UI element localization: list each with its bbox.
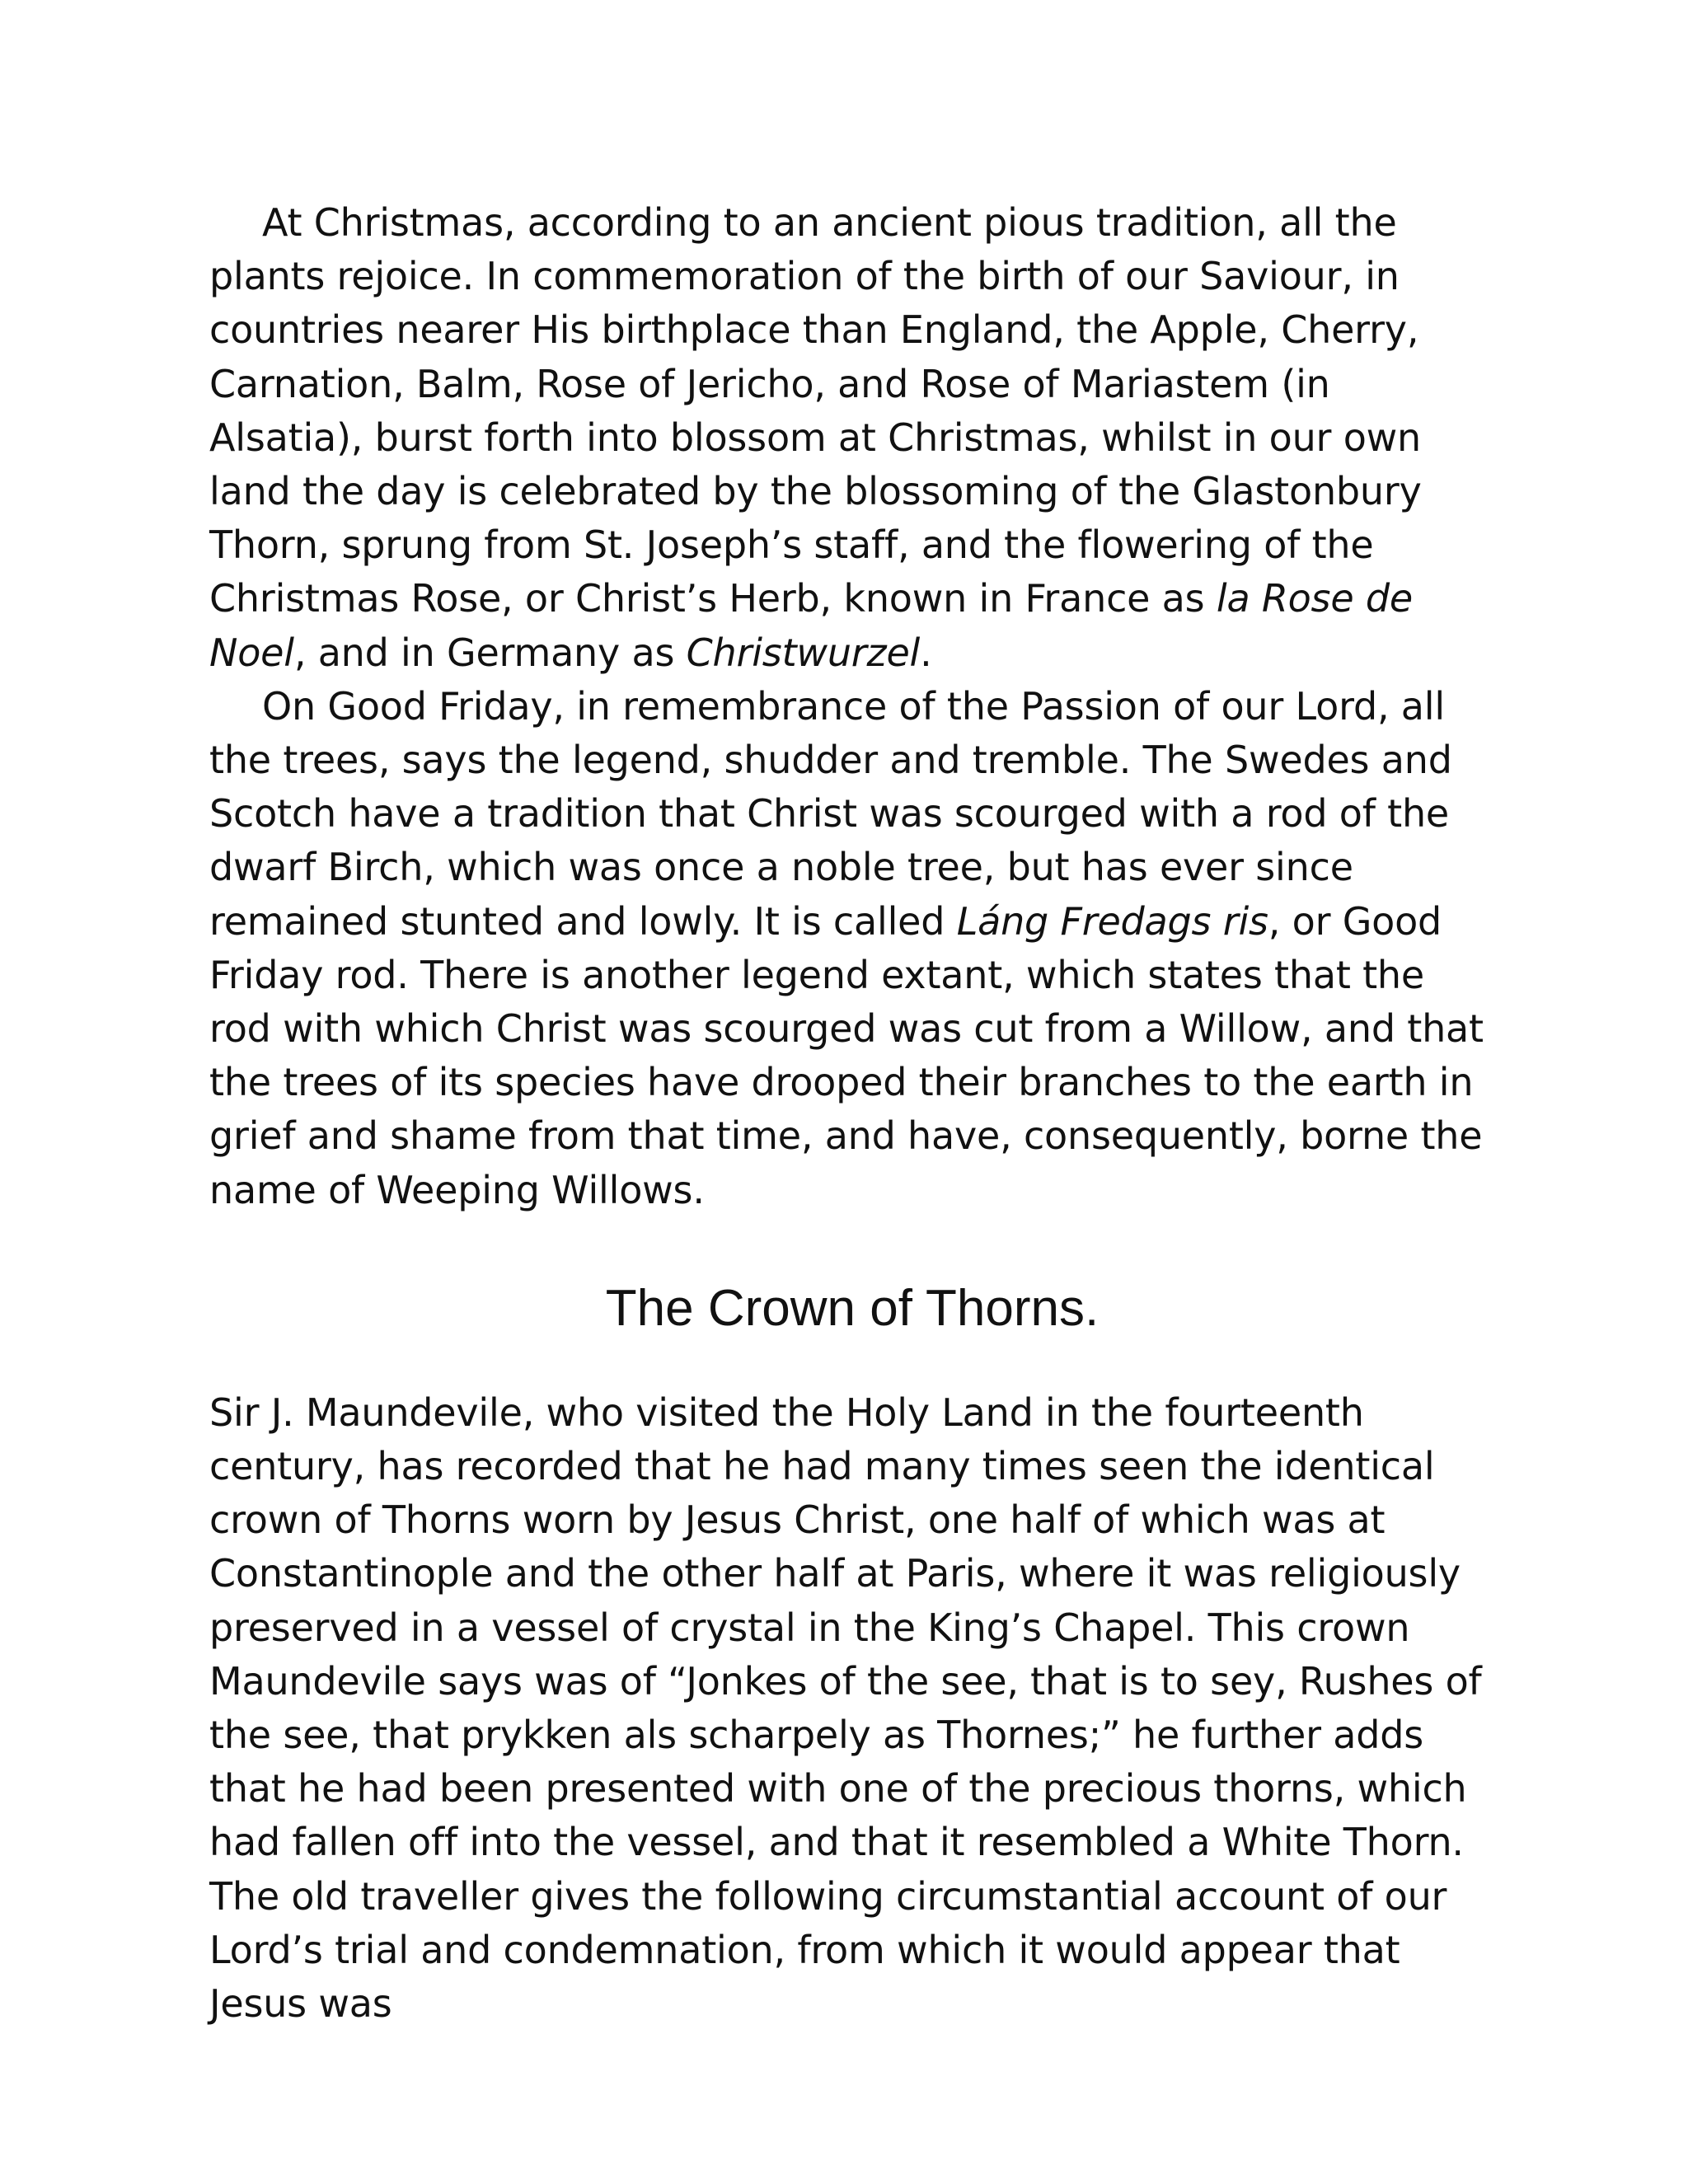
paragraph-maundevile [209, 1386, 1495, 2031]
text-segment: On Good Friday, in remembrance of the Passion of our Lord, all the trees, says the legend, shudder and tremble. The Swedes and Scotch have a tradition that Christ was scourged with a rod of the dwarf Birch, which was once a noble tree, but has ever since remained stunted and lowly. It is called [209, 683, 1452, 944]
italic-segment: Christwurzel [686, 630, 921, 675]
italic-segment: la Rose de Noel [209, 576, 1413, 675]
text-segment: , and in Germany as [293, 630, 687, 675]
text-segment: Sir J. Maundevile, who visited the Holy Land in the fourteenth century, has recorded that he had many times seen the identical crown of Thorns worn by Jesus Christ, one half of which was at Constantinople and the other half at Paris, where it was religiously preserved in a vessel of crystal in the King’s Chapel. This crown Maundevile says was of “Jonkes of the see, that is to sey, Rushes of the see, that prykken als scharpely as Thornes;” he further adds that he had been presented with one of the precious thorns, which had fallen off into the vessel, and that it resembled a White Thorn. The old traveller gives the following circumstantial account of our Lord’s trial and condemnation, from which it would appear that Jesus was [209, 1390, 1482, 2027]
italic-segment: Láng Fredags ris [956, 898, 1268, 944]
paragraph-good-friday [209, 680, 1495, 1217]
section-heading: The Crown of Thorns. [605, 1279, 1100, 1337]
text-segment: . [920, 630, 932, 675]
text-segment: , or Good Friday rod. There is another legend extant, which states that the rod with which Christ was scourged was cut from a Willow, and that the trees of its species have drooped their branches to the earth in grief and shame from that time, and have, consequently, borne the name of Weeping Willows. [209, 898, 1484, 1212]
paragraph-christmas [209, 196, 1495, 680]
text-segment: At Christmas, according to an ancient pious tradition, all the plants rejoice. In commemoration of the birth of our Saviour, in countries nearer His birthplace than England, the Apple, Cherry, Carnation, Balm, Rose of Jericho, and Rose of Mariastem (in Alsatia), burst forth into blossom at Christmas, whilst in our own land the day is celebrated by the blossoming of the Glastonbury Thorn, sprung from St. Joseph’s staff, and the flowering of the Christmas Rose, or Christ’s Herb, known in France as [209, 200, 1422, 621]
page-body [209, 196, 1495, 2031]
